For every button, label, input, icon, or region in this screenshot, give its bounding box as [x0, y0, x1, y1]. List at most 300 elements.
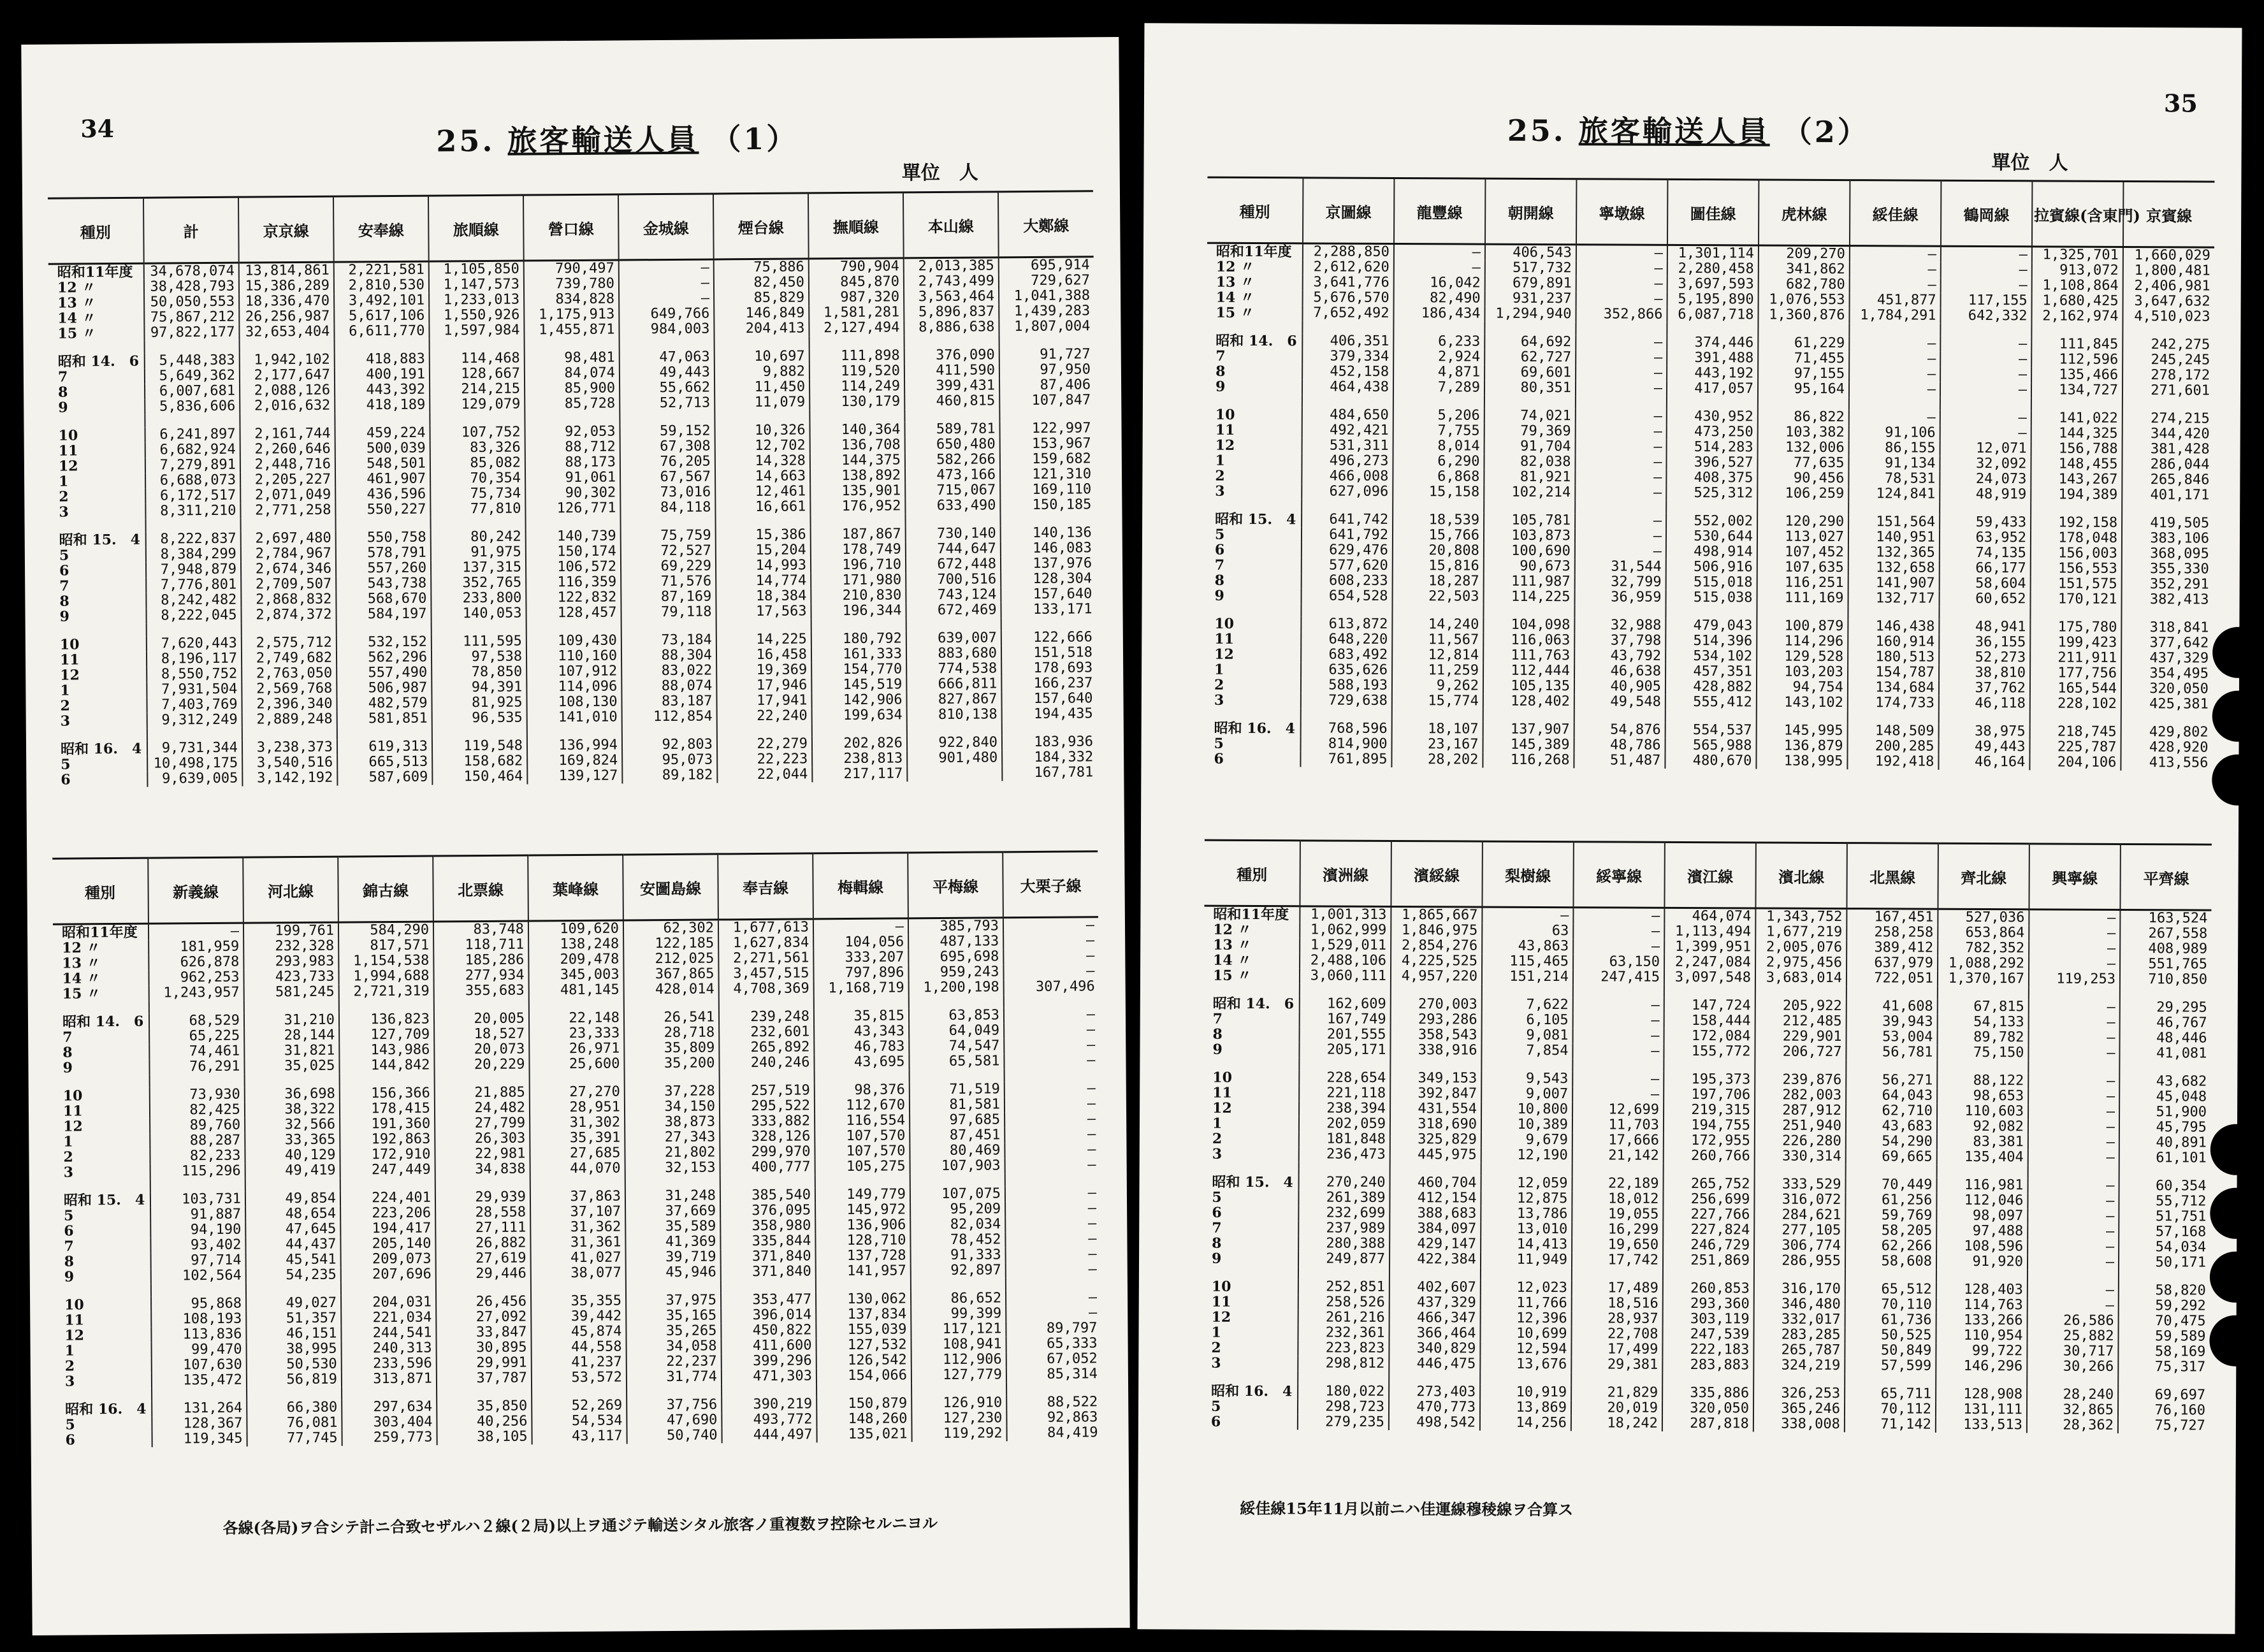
table-cell: 82,425 — [150, 1103, 245, 1119]
table-cell: 411,590 — [904, 363, 999, 379]
table-cell: 26,456 — [436, 1294, 531, 1310]
table-cell — [241, 518, 336, 532]
table-cell: 303,119 — [1663, 1312, 1754, 1328]
table-cell: 30,717 — [2027, 1344, 2118, 1359]
table-cell — [1483, 709, 1574, 723]
table-cell: 23,333 — [529, 1025, 624, 1041]
table-cell: 107,075 — [910, 1186, 1005, 1202]
row-label: 7 — [1212, 1010, 1223, 1027]
row-label: 7 — [1214, 556, 1225, 574]
table-cell: 221,034 — [341, 1310, 436, 1326]
table-cell: 270,003 — [1391, 997, 1482, 1013]
table-cell: 10,699 — [1480, 1326, 1571, 1342]
table-cell: 466,347 — [1390, 1310, 1481, 1326]
table-cell: 13,010 — [1481, 1222, 1572, 1238]
table-cell: 54,133 — [1938, 1015, 2029, 1031]
table-cell: 221,118 — [1299, 1085, 1390, 1101]
table-cell: 3,647,632 — [2123, 294, 2214, 310]
table-cell: 5,676,570 — [1303, 290, 1394, 306]
table-cell: 214,215 — [430, 382, 525, 398]
table-cell: 210,830 — [811, 588, 906, 604]
row-label: 昭和 16. 4 — [1211, 1382, 1293, 1400]
table-cell: 66,380 — [247, 1400, 342, 1416]
table-cell: — — [1573, 908, 1664, 924]
table-cell: 136,823 — [339, 1012, 434, 1028]
table-cell: 399,296 — [722, 1353, 816, 1369]
table-cell: — — [1572, 1087, 1664, 1103]
row-label: 12 — [58, 458, 78, 475]
table-cell — [530, 1071, 625, 1085]
row-label: 6 — [1210, 1413, 1221, 1430]
table-cell: 21,802 — [625, 1145, 720, 1161]
table-cell: 114,249 — [809, 379, 904, 395]
table-cell — [339, 999, 434, 1013]
table-cell: 3,492,101 — [334, 293, 429, 309]
table-cell: 80,242 — [431, 530, 526, 546]
table-cell: 445,975 — [1390, 1147, 1481, 1163]
table-cell — [1574, 709, 1665, 723]
table-cell: 180,513 — [1848, 649, 1939, 665]
table-cell: 382,413 — [2122, 592, 2213, 608]
table-cell: 729,638 — [1301, 693, 1392, 709]
column-header: 大鄭線 — [998, 191, 1094, 257]
table-cell: 73,930 — [150, 1087, 245, 1103]
table-cell: — — [1576, 439, 1667, 455]
row-label — [52, 728, 147, 742]
table-cell: 7,652,492 — [1302, 305, 1393, 321]
table-cell: 1,455,871 — [524, 322, 619, 338]
table-cell: 112,670 — [815, 1098, 910, 1113]
table-cell: 232,361 — [1298, 1325, 1389, 1341]
table-cell: 41,237 — [532, 1354, 627, 1370]
table-cell — [626, 1280, 721, 1293]
table-cell: 95,209 — [910, 1201, 1005, 1217]
table-cell: 14,240 — [1392, 617, 1483, 633]
row-label: 昭和 14. 6 — [62, 1013, 144, 1031]
table-cell: 422,384 — [1390, 1252, 1481, 1268]
table-title — [436, 116, 799, 161]
table-cell: 76,081 — [247, 1416, 342, 1431]
row-label: 12 — [60, 667, 80, 684]
row-label: 昭和11年度 — [57, 263, 133, 281]
table-cell: — — [149, 923, 243, 940]
row-label: 6 — [1212, 1204, 1222, 1221]
table-cell: 58,820 — [2119, 1283, 2210, 1299]
table-cell: 63,150 — [1573, 954, 1664, 970]
table-cell: 54,034 — [2119, 1240, 2210, 1256]
table-cell: — — [1940, 426, 2031, 442]
table-cell: 85,829 — [714, 290, 809, 306]
table-cell: 6,172,517 — [145, 488, 240, 504]
table-cell: 44,437 — [245, 1237, 340, 1253]
table-cell: 637,979 — [1847, 955, 1938, 971]
table-cell: 34,838 — [435, 1162, 530, 1178]
table-cell — [436, 1282, 531, 1295]
table-cell: 37,863 — [530, 1189, 625, 1205]
table-cell: 65,711 — [1845, 1386, 1936, 1402]
table-cell: 126,771 — [525, 500, 620, 516]
table-cell: 366,464 — [1389, 1326, 1480, 1342]
table-cell — [340, 1178, 435, 1191]
table-cell: 105,781 — [1484, 513, 1575, 529]
table-cell: — — [2028, 1224, 2119, 1240]
table-cell: 126,542 — [816, 1352, 911, 1368]
table-cell: 52,269 — [532, 1398, 627, 1414]
table-cell: 32,092 — [1940, 456, 2031, 472]
table-cell: 5,896,837 — [904, 304, 999, 320]
table-cell: 17,563 — [716, 604, 811, 620]
table-cell: 50,740 — [627, 1428, 722, 1444]
table-cell: 157,640 — [1001, 586, 1096, 602]
table-cell: 6,087,718 — [1667, 307, 1758, 323]
table-cell — [1575, 500, 1666, 514]
table-cell: 700,516 — [906, 572, 1001, 588]
table-cell: 91,333 — [911, 1247, 1006, 1263]
table-cell: 402,607 — [1390, 1280, 1481, 1296]
table-cell: 548,501 — [335, 456, 430, 472]
row-label: 昭和 16. 4 — [1214, 720, 1295, 737]
table-cell: 64,049 — [909, 1023, 1004, 1039]
table-cell: 74,021 — [1484, 409, 1576, 424]
table-cell: 37,798 — [1574, 633, 1665, 649]
row-label: 14 〃 — [57, 310, 96, 327]
table-cell: 226,280 — [1755, 1133, 1846, 1149]
table-cell: 2,280,458 — [1667, 261, 1759, 277]
row-label — [1207, 321, 1302, 334]
table-cell: 11,079 — [715, 395, 809, 410]
table-cell: 71,142 — [1845, 1417, 1936, 1433]
table-cell: 739,780 — [524, 277, 619, 293]
table-cell: 20,019 — [1571, 1400, 1662, 1416]
row-label: 6 — [1214, 750, 1224, 767]
table-cell — [1940, 502, 2031, 516]
table-cell: 1,677,613 — [718, 919, 813, 936]
table-cell: 1,680,425 — [2032, 293, 2123, 309]
table-cell — [999, 334, 1094, 347]
table-cell: 56,781 — [1846, 1045, 1937, 1061]
table-cell: 114,763 — [1936, 1298, 2028, 1314]
table-cell: — — [1005, 1216, 1100, 1232]
table-cell: 21,829 — [1571, 1385, 1662, 1401]
table-cell: 103,203 — [1757, 664, 1848, 680]
table-cell: 100,690 — [1484, 544, 1575, 560]
table-cell: 133,513 — [1936, 1417, 2027, 1433]
row-label: 8 — [62, 1044, 73, 1061]
table-cell — [1939, 711, 2030, 725]
table-cell: 13,786 — [1481, 1206, 1572, 1222]
table-cell: 1,942,102 — [240, 352, 335, 368]
page-number: 34 — [80, 114, 115, 143]
table-cell: 72,527 — [621, 543, 716, 559]
table-cell: 2,697,480 — [241, 531, 336, 547]
table-cell: 207,696 — [341, 1267, 436, 1283]
table-cell: 649,766 — [619, 306, 714, 322]
table-cell: 97,822,177 — [144, 325, 239, 341]
table-cell: 27,799 — [435, 1116, 530, 1132]
table-cell: 30,266 — [2027, 1359, 2118, 1375]
table-cell: 349,153 — [1390, 1071, 1481, 1087]
table-cell: 97,488 — [1936, 1224, 2028, 1240]
table-cell — [815, 1174, 910, 1187]
row-label: 8 — [1215, 363, 1226, 380]
table-cell: — — [1575, 470, 1666, 486]
table-cell: — — [1004, 1038, 1099, 1054]
table-cell: 392,847 — [1390, 1086, 1481, 1102]
table-cell: — — [1849, 382, 1940, 398]
table-cell — [2031, 324, 2122, 337]
table-cell: 22,503 — [1393, 589, 1484, 605]
table-cell: 31,544 — [1575, 559, 1666, 575]
table-cell: 233,596 — [342, 1356, 437, 1372]
table-cell: 577,620 — [1302, 558, 1393, 574]
table-cell: 74,547 — [909, 1038, 1004, 1054]
table-cell: 140,951 — [1848, 530, 1940, 546]
table-cell: 194,417 — [340, 1221, 435, 1237]
table-cell — [2120, 987, 2211, 1001]
table-cell: 247,415 — [1573, 969, 1664, 985]
table-cell: 287,818 — [1662, 1416, 1753, 1432]
table-cell: 83,748 — [433, 921, 528, 938]
row-label — [49, 415, 145, 428]
table-cell: 61,229 — [1758, 335, 1849, 351]
table-cell — [1005, 1068, 1099, 1082]
table-cell: 229,901 — [1755, 1029, 1847, 1045]
table-cell — [435, 1073, 530, 1086]
table-cell: 35,165 — [626, 1308, 721, 1324]
table-cell: 112,444 — [1483, 663, 1574, 679]
table-cell: 550,227 — [335, 502, 430, 518]
table-cell: 28,937 — [1572, 1311, 1663, 1327]
table-cell: 96,535 — [432, 711, 527, 727]
table-cell: 47,063 — [620, 349, 715, 365]
table-cell: 128,667 — [430, 366, 525, 382]
table-cell: 1,294,940 — [1484, 307, 1576, 322]
table-cell: 33,847 — [436, 1325, 531, 1341]
table-cell: 279,235 — [1298, 1414, 1389, 1430]
table-cell: 1,301,114 — [1667, 245, 1759, 261]
table-cell: 626,878 — [149, 955, 243, 971]
table-cell: 91,061 — [525, 470, 620, 486]
table-cell: 35,815 — [814, 1008, 909, 1024]
table-cell — [1846, 1164, 1937, 1178]
table-cell: 1,994,688 — [338, 969, 433, 985]
table-cell: 436,596 — [335, 487, 430, 503]
table-cell: 1,041,388 — [999, 288, 1094, 304]
table-cell: 473,250 — [1667, 424, 1758, 440]
table-cell — [1848, 711, 1939, 724]
table-cell: — — [1573, 1028, 1664, 1044]
table-cell: 67,567 — [620, 469, 715, 485]
table-cell: 133,266 — [1936, 1313, 2028, 1329]
table-cell: 118,711 — [433, 938, 528, 953]
table-cell: 277,105 — [1754, 1222, 1845, 1238]
table-cell: 78,850 — [432, 665, 526, 681]
table-cell: 883,680 — [906, 646, 1001, 662]
table-cell: 460,704 — [1390, 1175, 1481, 1191]
table-cell: 37,975 — [626, 1293, 721, 1308]
table-cell: 251,940 — [1755, 1118, 1846, 1134]
table-cell: 413,556 — [2121, 755, 2212, 771]
table-cell: 115,465 — [1482, 954, 1573, 970]
table-cell: — — [1575, 454, 1666, 470]
table-cell: 52,273 — [1939, 650, 2030, 666]
table-cell: 446,475 — [1389, 1356, 1480, 1372]
table-cell: 49,854 — [245, 1191, 340, 1207]
table-cell: 237,989 — [1298, 1221, 1390, 1236]
table-cell: 148,260 — [816, 1411, 911, 1427]
row-label: 11 — [1214, 630, 1234, 648]
table-cell: 116,063 — [1483, 633, 1574, 649]
table-cell: 37,669 — [625, 1203, 720, 1219]
row-label: 10 — [1215, 406, 1235, 423]
table-cell: 119,345 — [152, 1431, 247, 1447]
table-cell: 232,601 — [719, 1024, 814, 1040]
table-cell: 514,283 — [1667, 440, 1758, 456]
table-cell: 191,360 — [340, 1117, 435, 1133]
table-cell: 487,133 — [908, 934, 1003, 950]
table-cell: 17,489 — [1572, 1280, 1663, 1296]
table-cell: 931,237 — [1485, 291, 1576, 307]
table-cell: 293,360 — [1663, 1296, 1754, 1312]
table-cell: 20,808 — [1393, 543, 1484, 559]
table-cell — [1480, 1372, 1571, 1386]
table-cell: 6,241,897 — [145, 427, 240, 443]
table-cell: 34,150 — [625, 1099, 720, 1115]
table-cell: 613,872 — [1301, 616, 1392, 632]
row-label: 10 — [1211, 1278, 1231, 1295]
table-cell — [1004, 994, 1099, 1008]
table-cell: 498,542 — [1389, 1415, 1480, 1431]
table-cell: — — [1572, 1043, 1664, 1059]
row-label: 1 — [1212, 1115, 1223, 1132]
table-cell: 14,993 — [716, 558, 811, 574]
row-label: 12 〃 — [1213, 921, 1252, 939]
table-cell: 60,652 — [1940, 591, 2031, 607]
table-cell: 28,362 — [2027, 1417, 2118, 1433]
table-cell: 177,756 — [2030, 665, 2121, 681]
table-cell: 76,205 — [620, 454, 715, 470]
table-cell — [1667, 322, 1758, 336]
table-cell: 2,247,084 — [1664, 955, 1755, 971]
table-cell: 151,214 — [1482, 969, 1573, 985]
row-label: 6 — [59, 562, 69, 579]
table-cell: 61,101 — [2119, 1150, 2210, 1166]
table-cell: 54,876 — [1574, 722, 1665, 738]
table-cell: 6,868 — [1393, 469, 1484, 485]
table-cell: 450,822 — [721, 1322, 816, 1338]
table-cell: 166,237 — [1001, 676, 1096, 692]
row-label: 11 — [64, 1312, 84, 1329]
table-cell: 39,943 — [1847, 1014, 1938, 1030]
column-header: 新義線 — [148, 857, 243, 924]
table-cell: 695,698 — [908, 949, 1003, 965]
table-cell: 37,107 — [530, 1204, 625, 1220]
table-cell — [525, 411, 620, 424]
table-cell: 99,722 — [1936, 1344, 2027, 1359]
table-cell: 140,364 — [809, 422, 904, 438]
table-cell: 722,051 — [1847, 971, 1938, 987]
table-cell: 330,314 — [1755, 1148, 1846, 1164]
table-cell — [2027, 1374, 2118, 1388]
table-cell: 344,420 — [2122, 426, 2214, 442]
table-cell — [620, 515, 715, 528]
table-cell: 89,797 — [1006, 1321, 1101, 1337]
table-cell: — — [2028, 1178, 2119, 1194]
table-cell: 6,233 — [1393, 334, 1484, 350]
table-cell: 63,952 — [1940, 530, 2031, 546]
row-label: 13 〃 — [62, 955, 101, 972]
table-cell: 92,053 — [525, 424, 620, 440]
table-cell: 35,850 — [437, 1399, 532, 1415]
row-label: 7 — [64, 1238, 74, 1255]
table-cell: — — [2028, 1239, 2119, 1255]
table-cell: 219,315 — [1664, 1103, 1755, 1119]
table-cell — [1662, 1373, 1753, 1386]
row-label — [1205, 604, 1301, 617]
table-cell: 167,781 — [1002, 765, 1097, 781]
table-cell: 83,381 — [1937, 1134, 2028, 1150]
table-cell: — — [1005, 1157, 1100, 1173]
table-cell: 108,596 — [1936, 1239, 2028, 1255]
table-cell: 588,193 — [1301, 677, 1392, 693]
row-label: 14 〃 — [1213, 952, 1252, 969]
table-cell: 108,941 — [911, 1337, 1006, 1352]
table-cell: 40,129 — [245, 1148, 340, 1164]
table-cell: 26,882 — [435, 1236, 530, 1252]
table-cell: 116,268 — [1483, 753, 1574, 769]
table-cell — [434, 999, 529, 1012]
table-cell: 768,596 — [1301, 721, 1392, 737]
table-cell: 14,774 — [716, 573, 811, 589]
table-cell: 4,871 — [1393, 365, 1484, 380]
row-label: 3 — [1212, 1145, 1223, 1163]
table-cell: 57,599 — [1845, 1358, 1936, 1374]
table-cell: 59,589 — [2118, 1329, 2209, 1345]
row-label: 昭和 15. 4 — [1215, 511, 1296, 528]
table-cell — [244, 1000, 339, 1013]
table-cell: 204,413 — [714, 321, 809, 337]
table-cell: 313,871 — [342, 1372, 437, 1388]
table-cell: 140,739 — [526, 528, 621, 544]
row-label: 3 — [63, 1164, 74, 1181]
table-cell: 43,117 — [532, 1428, 627, 1444]
table-cell: 88,173 — [525, 454, 620, 470]
table-cell — [527, 725, 622, 738]
table-cell: — — [1005, 1142, 1099, 1158]
table-cell: 584,290 — [338, 922, 433, 939]
table-cell: 22,981 — [435, 1147, 530, 1163]
table-cell: 418,189 — [335, 398, 430, 414]
table-cell: 49,443 — [620, 365, 715, 380]
column-header: 種別 — [52, 858, 149, 924]
table-cell: 132,658 — [1848, 560, 1940, 576]
column-header: 朝開線 — [1485, 178, 1576, 245]
table-cell: 4,510,023 — [2122, 309, 2214, 325]
table-cell: 19,650 — [1572, 1237, 1663, 1253]
table-cell: 51,487 — [1574, 753, 1665, 769]
table-cell: 34,678,074 — [144, 263, 239, 280]
column-header: 種別 — [48, 198, 144, 264]
table-cell — [1755, 1059, 1846, 1073]
table-cell — [1302, 499, 1393, 512]
table-cell: 260,766 — [1664, 1148, 1755, 1164]
row-label: 12 〃 — [57, 279, 96, 296]
table-cell: 901,480 — [907, 750, 1002, 766]
table-cell: — — [1004, 1007, 1099, 1023]
table-cell: 479,043 — [1665, 618, 1757, 634]
column-header: 鶴岡線 — [1941, 180, 2032, 247]
table-cell: 63,853 — [909, 1008, 1004, 1024]
